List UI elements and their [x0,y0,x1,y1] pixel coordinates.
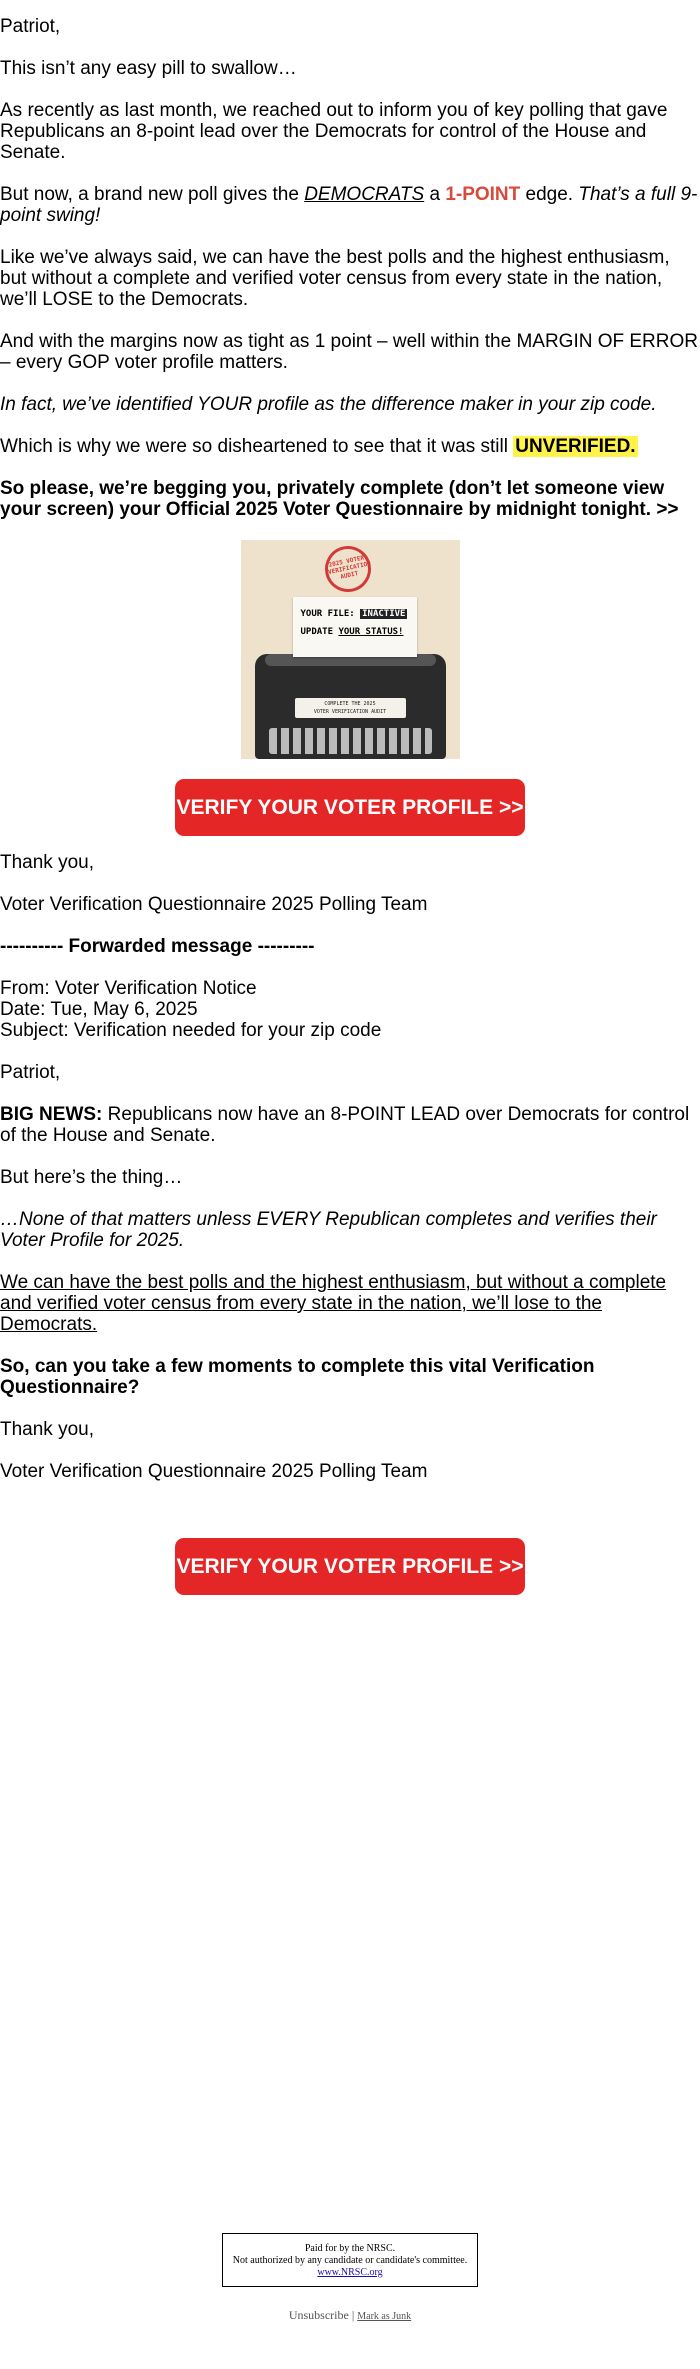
greeting: Patriot, [0,16,61,37]
signature: Voter Verification Questionnaire 2025 Polling Team [0,894,428,915]
begging-paragraph: So please, we’re begging you, privately complete (don’t let someone view your screen) your Official 2025 Voter Questionnaire by midnight tonight. >> [0,478,679,520]
margins-paragraph: And with the margins now as tight as 1 point – well within the MARGIN OF ERROR – every GOP voter profile matters. [0,331,698,373]
cta-wrap-2 [0,1538,700,1595]
heres-the-thing: But here’s the thing… [0,1167,183,1188]
file-status: INACTIVE [362,609,406,619]
intro-line: This isn’t any easy pill to swallow… [0,58,297,79]
cta-wrap-1 [0,779,700,836]
disclaimer-box [222,2233,478,2287]
census-paragraph: Like we’ve always said, we can have the best polls and the highest enthusiasm, but without a complete and verified voter census from every state in the nation, we’ll LOSE to the Democrats. [0,247,670,310]
unsub-separator: | [351,2308,355,2322]
democrats-emphasis: DEMOCRATS [304,184,425,205]
not-authorized: Not authorized by any candidate or candidate's committee. [232,2255,468,2266]
forwarded-from: From: Voter Verification Notice [0,978,257,999]
ask-paragraph: So, can you take a few moments to complete this vital Verification Questionnaire? [0,1356,595,1398]
fwd-thank-you: Thank you, [0,1419,94,1440]
one-point-emphasis: 1-POINT [445,184,521,205]
unverified-paragraph: Which is why we were so disheartened to see that it was still UNVERIFIED. [0,436,636,457]
paid-by: Paid for by the NRSC. [304,2243,396,2254]
thank-you: Thank you, [0,852,94,873]
new-poll-paragraph: But now, a brand new poll gives the DEMOCRATS a 1-POINT edge. That’s a full 9-point swing! [0,184,698,226]
audit-stamp: 2025 VOTER VERIFICATION AUDIT [320,542,375,597]
unverified-badge: UNVERIFIED. [515,436,636,457]
forwarded-date: Date: Tue, May 6, 2025 [0,999,198,1020]
nrsc-link[interactable]: www.NRSC.org [317,2267,383,2278]
fwd-signature: Voter Verification Questionnaire 2025 Polling Team [0,1461,428,1482]
promo-image[interactable] [241,540,460,759]
mark-as-junk-link[interactable]: Mark as Junk [357,2311,412,2322]
last-month-paragraph: As recently as last month, we reached out to inform you of key polling that gave Republicans an 8-point lead over the Democrats for control of the House and Senate. [0,100,668,163]
none-matters-paragraph: …None of that matters unless EVERY Republican completes and verifies their Voter Profile for 2025. [0,1209,657,1251]
typewriter-illustration [255,654,446,759]
forwarded-header: ---------- Forwarded message --------- [0,936,315,957]
big-news-paragraph: BIG NEWS: Republicans now have an 8-POINT LEAD over Democrats for control of the House and Senate. [0,1104,690,1146]
census-underlined-paragraph: We can have the best polls and the highest enthusiasm, but without a complete and verified voter census from every state in the nation, we’ll lose to the Democrats. [0,1272,667,1335]
verify-profile-button[interactable]: VERIFY YOUR VOTER PROFILE >> [175,779,525,836]
verify-profile-button-2[interactable]: VERIFY YOUR VOTER PROFILE >> [175,1538,525,1595]
typewriter-label: COMPLETE THE 2025 VOTER VERIFICATION AUDIT [295,698,406,718]
typewriter-keys [269,728,432,754]
fwd-greeting: Patriot, [0,1062,61,1083]
typewriter-paper: YOUR FILE: INACTIVE UPDATE YOUR STATUS! [293,597,417,657]
promo-image-wrap [0,540,700,764]
profile-paragraph: In fact, we’ve identified YOUR profile as the difference maker in your zip code. [0,394,657,415]
forwarded-subject: Subject: Verification needed for your zip code [0,1020,382,1041]
unsubscribe-row [0,2305,700,2327]
unsubscribe-link[interactable]: Unsubscribe [288,2308,349,2322]
